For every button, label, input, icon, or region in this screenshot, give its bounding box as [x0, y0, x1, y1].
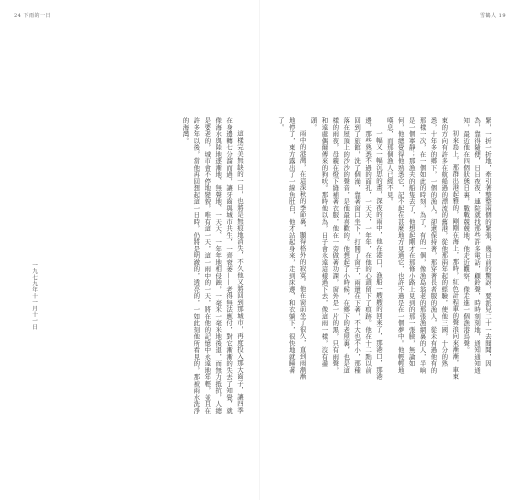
right-text-block — [278, 117, 493, 380]
right-paragraph: 一幅又一幅沉思的畫，深夜的雨中，他在港口，漁船一艘艘的回來了，那港口，那港邊，那些熟悉不過的面孔，一天天，一年年，在他的心頭留下了痕跡。他在十二點以前回到了旅館，洗了個澡，靠著窗口坐下，打開了窗子，雨還在下著，不大也不小，那種落在屋頂上的沙沙的聲音，是他最喜歡的。他想起了小時候，在鄉下的老屋裏，也是這樣的雨夜，母親在燈下縫補著衣服，他在一旁做著功課，窗外是一片的黑，只有雨聲，和遠處偶爾傳來的狗吠。那時他以為，日子會永遠這樣過下去，像這雨一樣，沒有盡頭。 — [309, 117, 383, 380]
left-paragraph: 這樣完美無缺的一日，也將是無痕地消失，不久他又將回到那城市，再度投入那大齒子，讓四季在身邊轉七分溜而過，讓牙齒與城市共生，一齊衰萎——老得無法應付，對它漸漸的失去了知覺，就像海水與陸地逐漸地、無聲地、一天天、一年年地相侵蝕，一毫米一毫米地後退，而無力抵抗，人總是要老的，城市會不停地變貌，唯有這一天，這一雨中的一天，將在他的記憶中永遠地年輕，並且在許多年以後，當他再回想起這一日時，仍將是明澈的，透亮的，一如此刻他所看見的，那被雨水洗淨的海灣。 — [181, 117, 244, 414]
date-line: 一九七九年十一月十一日 — [31, 262, 37, 331]
right-running-head: 雪鶴人 19 — [480, 13, 506, 19]
left-text-block — [40, 117, 245, 417]
right-paragraph: 緊，一折一折地，牽引著整整兩個的緊張，幾日前的驚訝，要派兒二十一去聞聞，因為，靠得隨便，日日夜夜，連院就找那些許多電話，顧鈴聲，時時刻刻地，通知通知通知，最近他在四個狀態日裏，戰戰兢兢地，他走近觀察，像走進一個漁港鳥聲。 — [462, 117, 492, 374]
left-running-head: 24 下雨的一日 — [14, 13, 51, 19]
right-page — [260, 0, 520, 500]
right-paragraph: 初來島上，那群出港起雅的，剛剛在海上，那時，紅色計程車的聲浪向來漸漸，車東東的方向有許多在航船過的漂流的舊港，從他那兩年起的經驗，使他三國，十分的熟悉，十年多的鄉下，一個的漁人，卻還保持著，那穿著長者服的漁人，從未有過他有的那樣一次，在一個如此的時刻，為了，有的一個，像漁島翁老的那張漁網裏的人，半晌是一個寧靜；那漁夫的船隻去了，他想起剛才在那條小路上見到的那一張臉，無論如何，他總覺得他熟悉它，記不起在甚麼地方見過它，也許不過是在一個夢中。他輕輕地嘆息，而那個漁人已經不見。 — [385, 117, 460, 380]
right-paragraph: 雨中的港灣，在這深秋的季節裏，顯得格外的寂寞。他在窗前坐了很久，直到雨漸漸地停了，東方露出了一線魚肚白，他才站起身來，走到床邊，和衣躺下，很快地就睡著了。 — [276, 117, 307, 380]
